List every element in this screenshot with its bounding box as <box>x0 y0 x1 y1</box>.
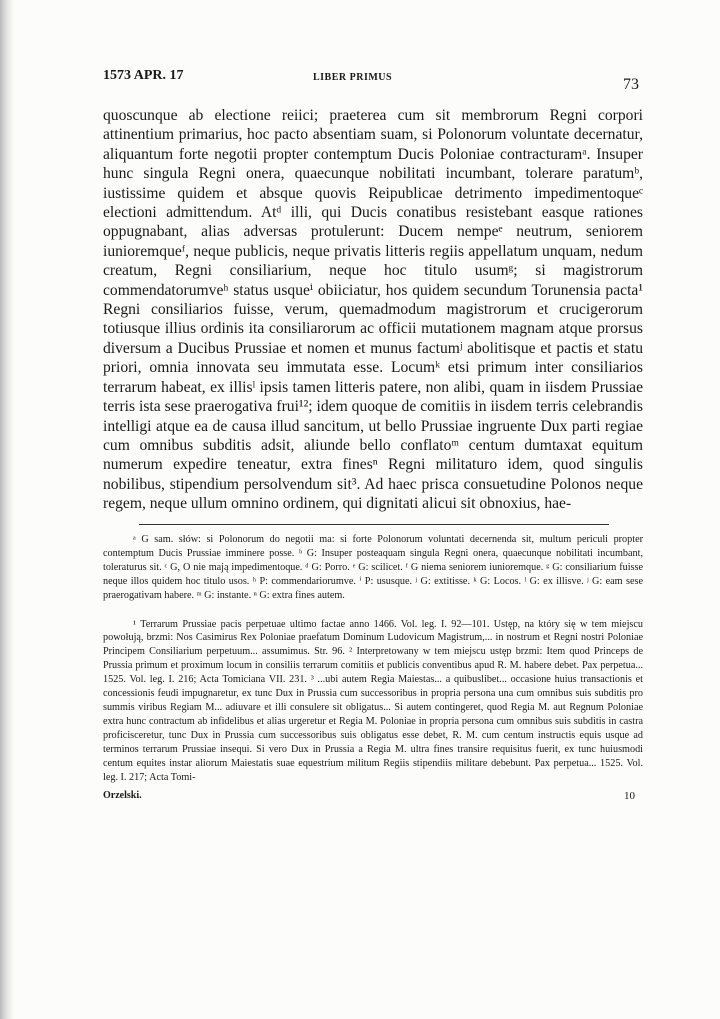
running-head-title: LIBER PRIMUS <box>313 72 393 83</box>
scan-edge-shadow <box>0 0 14 1019</box>
apparatus-text: ᵃ G sam. słów: si Polonorum do negotii ma: si forte Polonorum voluntati decernenda sit, multum periculi propter contemptum Ducis Prussiae imminere posse. ᵇ G: Insuper posteaquam singula Regni onera, quaecunque nobilitati incumbant, toleraturus sit. ᶜ G, O nie mają impedimentoque. ᵈ G: Porro. ᵉ G: scilicet. ᶠ G niema seniorem iunioremque. ᵍ G: consiliarium fuisse neque illos quidem hoc titulo usos. ʰ P: commendariorumve. ⁱ P: ususque. ʲ G: extitisse. ᵏ G: Locos. ˡ G: ex illisve. ʲ G: eam sese praerogativam habere. ᵐ G: instante. ⁿ G: extra fines autem. <box>103 533 643 602</box>
running-head <box>103 62 643 98</box>
main-text: quoscunque ab electione reiici; praeterea cum sit membrorum Regni corpori attinentium primarius, hoc pacto absentiam suam, si Polonorum voluntate decernatur, aliquantum forte negotii propter contemptum Ducis Poloniae contracturamᵃ. Insuper hunc singula Regni onera, quaecunque nobilitati incumbant, tolerare paratumᵇ, iustissime quidem et absque quovis Reipublicae detrimento impedimentoqueᶜ electioni admittendum. Atᵈ illi, qui Ducis conatibus resistebant easque rationes oppugnabant, alias adversas protulerunt: Ducem nempeᵉ neutrum, seniorem iunioremqueᶠ, neque publicis, neque privatis litteris regiis appellatum unquam, nedum creatum, Regni consiliarium, neque hoc titulo usumᵍ; si magistrorum commendatorumveʰ status usqueⁱ obiiciatur, hos quidem secundum Torunensia pacta¹ Regni consiliarios fuisse, verum, quemadmodum magistrorum et crucigerorum totiusque illius ordinis ita consiliarorum ac officii mutationem magnam atque prorsus diversum a Ducibus Prussiae et nomen et munus factumʲ abolitisque et pactis et statu priori, omnia innovata seu immutata esse. Locumᵏ etsi primum inter consiliarios terrarum habeat, ex illisˡ ipsis tamen litteris patere, non alibi, quam in iisdem Prussiae terris ista sese praerogativa frui¹²; idem quoque de comitiis in iisdem terris celebrandis intelligi atque ea de causa illud sancitum, ut bello Prussiae ingruente Dux parti regiae cum omnibus subditis adsit, aliunde bello conflatoᵐ centum dumtaxat equitum numerum expedire teneatur, extra finesⁿ Regni militaturo idem, quod singulis nobilibus, stipendium persolvendum sit³. Ad haec prisca consuetudine Polonos neque regem, neque ullum omnino ordinem, qui dignitati alicui sit obnoxius, hae- <box>103 107 643 513</box>
running-head-date: 1573 APR. 17 <box>103 68 184 83</box>
sheet-number: 10 <box>624 790 635 803</box>
footnotes-text: ¹ Terrarum Prussiae pacis perpetuae ultimo factae anno 1466. Vol. leg. I. 92—101. Ustęp, na który się w tem miejscu powołują, brzmi: Nos Casimirus Rex Poloniae praefatum Dominum Ludovicum Magistrum,... in nostrum et Regni nostri Poloniae Principem Consiliarium perpetuum... assumimus. Str. 96. ² Interpretowany w tem miejscu ustęp brzmi: Item quod Princeps de Prussia primum et proximum locum in consiliis terrarum comitiis et publicis conventibus apud R. M. habere debet. Pax perpetua... 1525. Vol. leg. I. 216; Acta Tomiciana VII. 231. ³ ...ubi autem Regia Maiestas... a quibuslibet... occasione huius transactionis et concessionis feudi impugnaretur, ex tunc Dux in Prussia cum successoribus in propria persona una cum omnibus suis subditis pro summis viribus Regiam M... adiuvare et illi consulere sit obligatus... Si autem contingeret, quod Regia M. aut Regnum Poloniae extra hunc contractum ab infidelibus et alias urgeretur et Regia M. Poloniae in propria persona cum omnibus suis subditis in castra proficisceretur, tunc Dux in Prussia cum successoribus suis obligatus esse debet, R. M. cum centum instructis equis usque ad terminos terrarum Prussiae insequi. Si vero Dux in Prussia a Regia M. ultra fines transire requisitus fuerit, ex tunc huiusmodi centum equites instar aliorum Maiestatis suae equestrium militum Regiis stipendiis militare debebunt. Pax perpetua... 1525. Vol. leg. I. 217; Acta Tomi- <box>103 618 643 783</box>
page-number: 73 <box>623 76 639 93</box>
document-page <box>103 62 643 810</box>
signature-mark: Orzelski. <box>103 790 142 802</box>
footnotes <box>103 618 643 785</box>
critical-apparatus <box>103 533 643 604</box>
footnote-divider <box>139 524 609 525</box>
page-footer <box>103 790 643 810</box>
